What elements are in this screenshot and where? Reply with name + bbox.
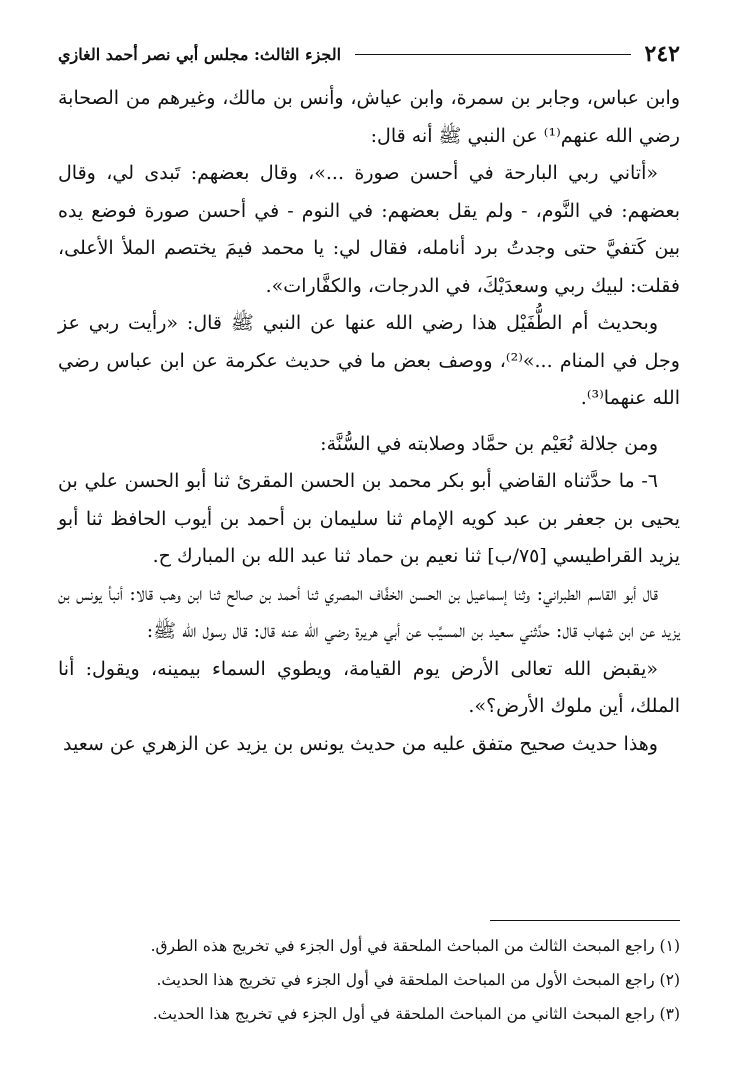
paragraph-sahih-note: وهذا حديث صحيح متفق عليه من حديث يونس بن يزيد عن الزهري عن سعيد xyxy=(63,732,658,755)
footnote-2: (٢) راجع المبحث الأول من المباحث الملحقة في أول الجزء في تخريج هذا الحديث. xyxy=(156,971,680,989)
running-header xyxy=(58,34,680,74)
page-number: ٢٤٢ xyxy=(644,41,680,67)
paragraph-tabarani: قال أبو القاسم الطبراني: وثنا إسماعيل بن الحسن الخفَّاف المصري ثنا أحمد بن صالح ثنا ابن وهب قالا: أنبأ يونس بن يزيد عن ابن شهاب قال: حدَّثني سعيد بن المسيَّب عن أبي هريرة رضي الله عنه قال: قال رسول الله ﷺ: xyxy=(58,582,680,642)
footnote-3: (٣) راجع المبحث الثاني من المباحث الملحقة في أول الجزء في تخريج هذا الحديث. xyxy=(152,1005,680,1023)
footnotes xyxy=(58,920,680,1031)
footnote-1: (١) راجع المبحث الثالث من المباحث الملحقة في أول الجزء في تخريج هذه الطرق. xyxy=(150,937,680,955)
main-text xyxy=(58,80,680,763)
running-title: الجزء الثالث: مجلس أبي نصر أحمد الغازي xyxy=(58,44,342,64)
paragraph-umm-tufayl: وبحديث أم الطُّفَيْل هذا رضي الله عنها عن النبي ﷺ قال: «رأيت ربي عز وجل في المنام ...»⁽²⁾، ووصف بعض ما في حديث عكرمة عن ابن عباس رضي الله عنهما⁽³⁾. xyxy=(58,312,680,409)
paragraph-heading-nuaym: ومن جلالة نُعَيْم بن حمَّاد وصلابته في السُّنَّة: xyxy=(320,432,658,455)
paragraph-hadith-quote: «أتاني ربي البارحة في أحسن صورة ...»، وقال بعضهم: تَبدى لي، وقال بعضهم: في النَّوم، - ولم يقل بعضهم: في النوم - في أحسن صورة فوضع يده بين كَتفيَّ حتى وجدتُ برد أنامله، فقال لي: يا محمد فيمَ يختصم الملأ الأعلى، فقلت: لبيك ربي وسعدَيْكَ، في الدرجات، والكفَّارات». xyxy=(58,162,680,297)
header-rule xyxy=(355,54,630,55)
footnote-rule xyxy=(490,920,680,921)
paragraph-isnad-6: ٦- ما حدَّثناه القاضي أبو بكر محمد بن الحسن المقرئ ثنا أبو الحسن علي بن يحيى بن جعفر بن عبد كويه الإمام ثنا سليمان بن أحمد بن أيوب الحافظ ثنا أبو يزيد القراطيسي [٧٥/ب] ثنا نعيم بن حماد ثنا عبد الله بن المبارك ح. xyxy=(58,470,680,567)
paragraph-hadith-qabd: «يقبض الله تعالى الأرض يوم القيامة، ويطوي السماء بيمينه، ويقول: أنا الملك، أين ملوك الأرض؟». xyxy=(58,657,680,717)
paragraph-continued: وابن عباس، وجابر بن سمرة، وابن عياش، وأنس بن مالك، وغيرهم من الصحابة رضي الله عنهم⁽¹⁾ عن النبي ﷺ أنه قال: xyxy=(58,87,680,147)
